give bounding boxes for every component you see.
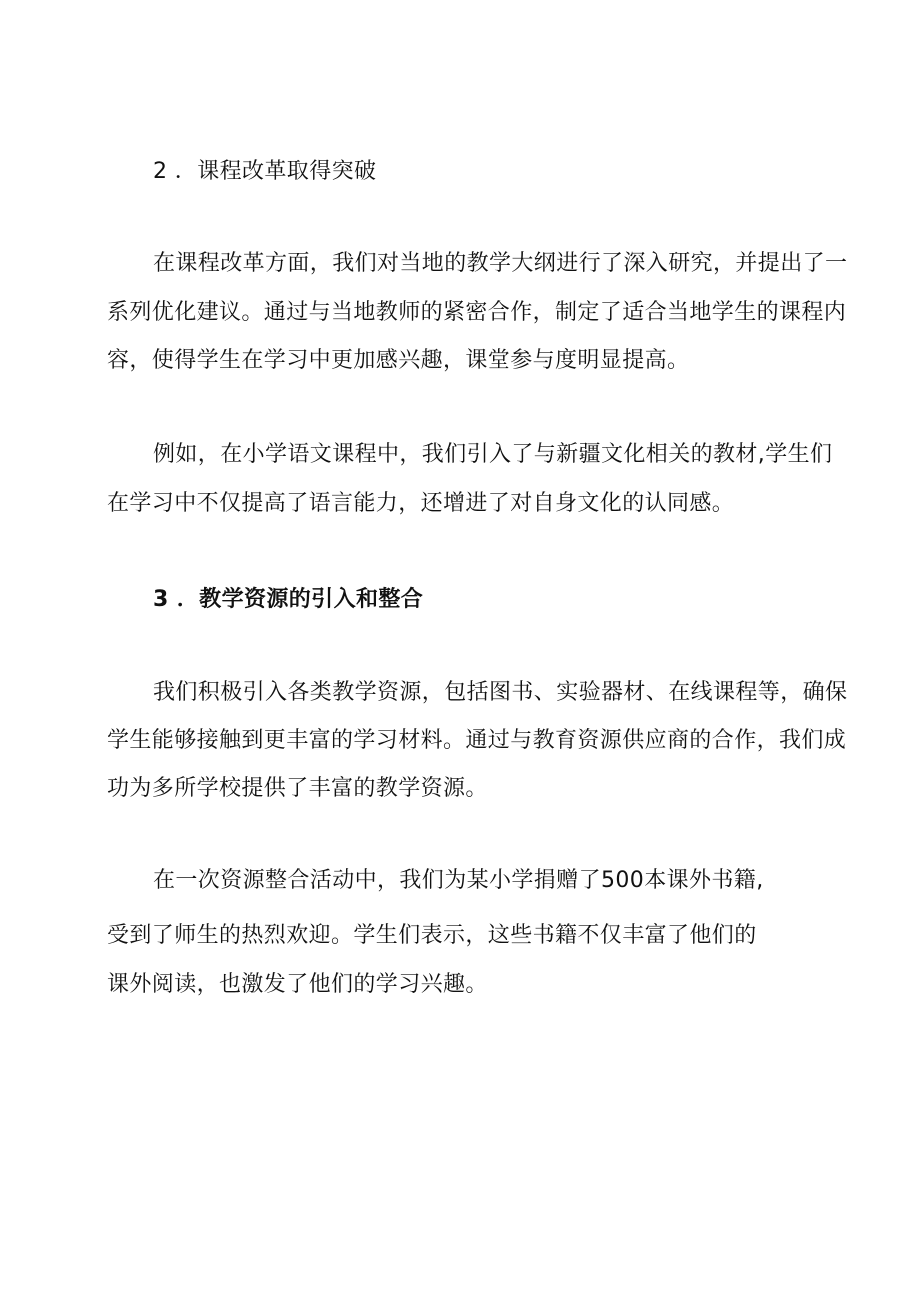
section-2-heading: 2 ．课程改革取得突破: [153, 159, 377, 184]
paragraph-line: 在一次资源整合活动中，我们为某小学捐赠了500本课外书籍,: [153, 868, 764, 893]
paragraph-line: 在课程改革方面，我们对当地的教学大纲进行了深入研究，并提出了一: [153, 251, 848, 276]
paragraph-line: 功为多所学校提供了丰富的教学资源。: [107, 776, 488, 801]
paragraph-line: 我们积极引入各类教学资源，包括图书、实验器材、在线课程等，确保: [153, 680, 848, 705]
paragraph-line: 系列优化建议。通过与当地教师的紧密合作，制定了适合当地学生的课程内: [107, 300, 847, 325]
paragraph-line: 学生能够接触到更丰富的学习材料。通过与教育资源供应商的合作，我们成: [107, 728, 847, 753]
paragraph-line: 容，使得学生在学习中更加感兴趣，课堂参与度明显提高。: [107, 348, 690, 373]
paragraph-line: 受到了师生的热烈欢迎。学生们表示，这些书籍不仅丰富了他们的: [107, 923, 757, 948]
section-3-heading: 3 ．教学资源的引入和整合: [153, 587, 424, 612]
paragraph-line: 在学习中不仅提高了语言能力，还增进了对自身文化的认同感。: [107, 491, 735, 516]
paragraph-line: 课外阅读，也激发了他们的学习兴趣。: [107, 972, 488, 997]
paragraph-line: 例如，在小学语文课程中，我们引入了与新疆文化相关的教材,学生们: [153, 442, 833, 467]
